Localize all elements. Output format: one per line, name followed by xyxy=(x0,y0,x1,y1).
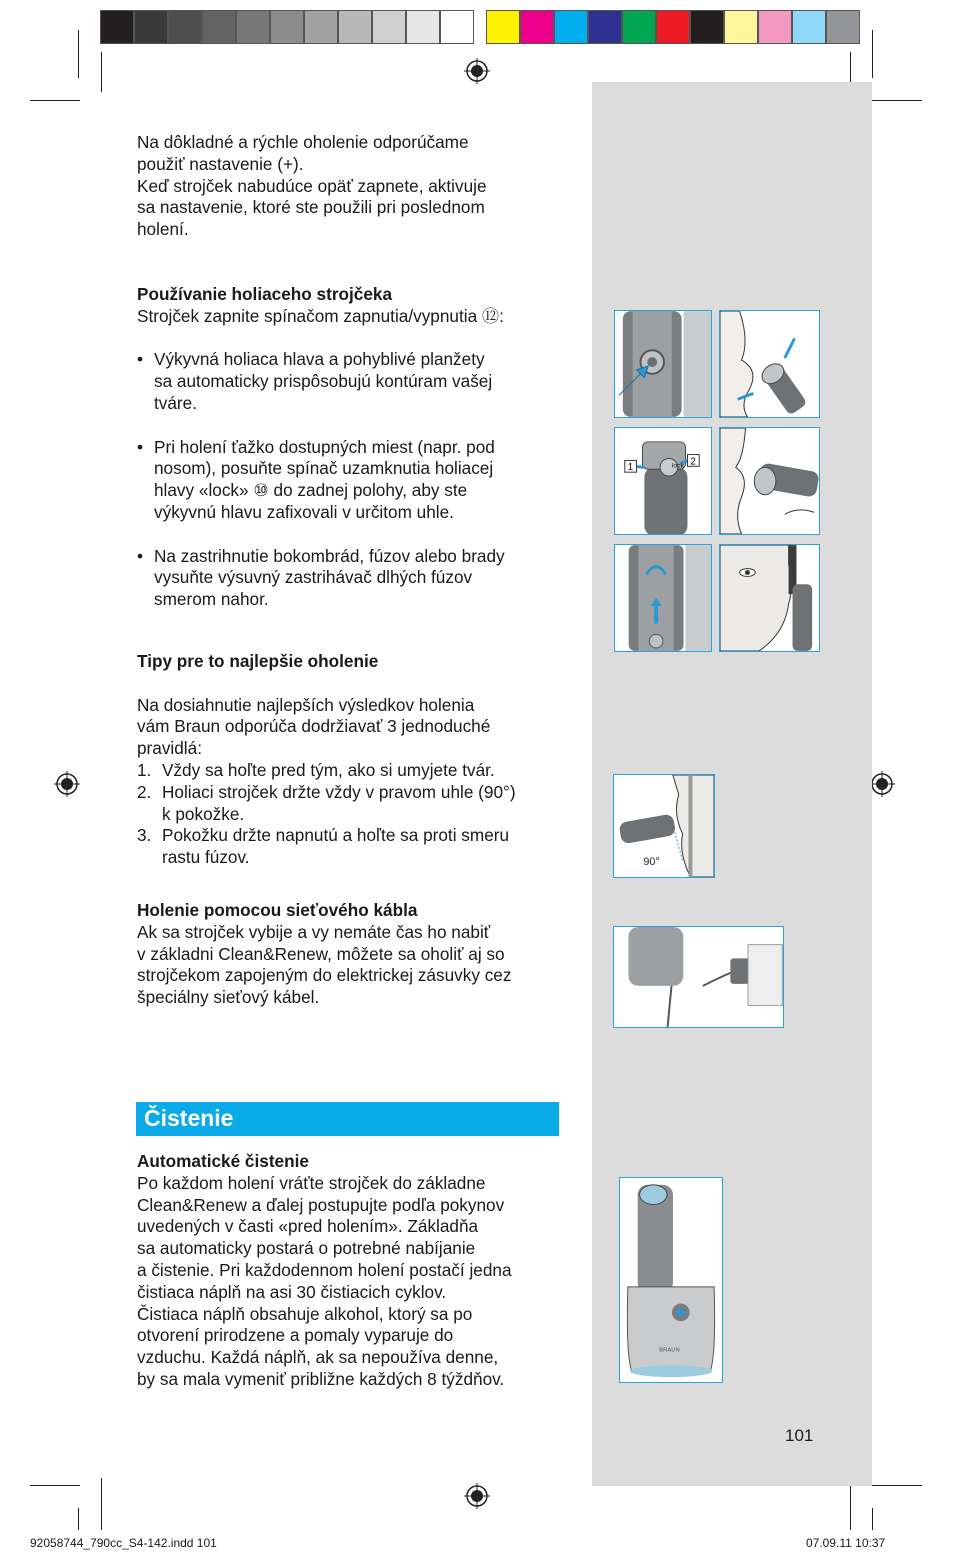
tips-intro-line: vám Braun odporúča dodržiavať 3 jednoduché xyxy=(137,716,491,737)
figure-power-switch xyxy=(614,310,712,418)
shaver-power-button-illustration xyxy=(615,311,711,417)
crop-mark xyxy=(872,1508,873,1530)
tips-item-number: 1. xyxy=(137,759,152,780)
tips-item-line: Holiaci strojček držte vždy v pravom uhle (90°) xyxy=(162,781,516,802)
cleaning-line: vzduchu. Každá náplň, ak sa nepoužíva denne, xyxy=(137,1347,499,1368)
usage-bullet xyxy=(137,437,562,524)
figure-lock-switch xyxy=(614,427,712,535)
tips-item-line: Vždy sa hoľte pred tým, ako si umyjete tvár. xyxy=(162,759,495,780)
clean-renew-station-illustration xyxy=(620,1178,722,1382)
color-swatch xyxy=(202,10,236,44)
under-nose-illustration xyxy=(720,428,819,534)
cleaning-line: Clean&Renew a ďalej postupujte podľa pokynov xyxy=(137,1194,505,1215)
bullet-line: • Pri holení ťažko dostupných miest (napr. pod xyxy=(154,436,495,457)
cleaning-line: otvorení prirodzene a pomaly vyparuje do xyxy=(137,1325,454,1346)
color-swatch xyxy=(236,10,270,44)
usage-bullet xyxy=(137,546,562,611)
color-swatch xyxy=(826,10,860,44)
crop-mark xyxy=(872,100,922,101)
cable-line: špeciálny sieťový kábel. xyxy=(137,987,320,1008)
color-swatch xyxy=(588,10,622,44)
intro-line: Keď strojček nabudúce opäť zapnete, aktivuje xyxy=(137,175,487,196)
power-cord-illustration xyxy=(614,927,783,1027)
registration-mark-icon xyxy=(869,771,895,797)
tips-item-number: 2. xyxy=(137,781,152,802)
bullet-line: • Výkyvná holiaca hlava a pohyblivé planžety xyxy=(154,349,485,370)
intro-line: Na dôkladné a rýchle oholenie odporúčame xyxy=(137,132,469,152)
crop-mark xyxy=(78,1508,79,1530)
tips-section xyxy=(137,651,562,869)
bullet-line: tváre. xyxy=(154,392,197,413)
color-swatch xyxy=(270,10,304,44)
section-title-bar xyxy=(136,1102,559,1136)
color-swatch xyxy=(168,10,202,44)
bullet-line: nosom), posuňte spínač uzamknutia holiacej xyxy=(154,458,494,479)
trimmer-slide-illustration xyxy=(615,545,711,651)
cleaning-line: Čistiaca náplň obsahuje alkohol, ktorý sa po xyxy=(137,1303,473,1324)
tips-item-line: rastu fúzov. xyxy=(162,847,250,868)
bullet-line: • Na zastrihnutie bokombrád, fúzov alebo brady xyxy=(154,545,505,566)
color-swatch xyxy=(406,10,440,44)
cable-line: v základni Clean&Renew, môžete sa oholiť aj so xyxy=(137,943,505,964)
bullet-line: hlavy «lock» ⑩ do zadnej polohy, aby ste xyxy=(154,480,468,501)
color-swatch xyxy=(656,10,690,44)
color-swatch xyxy=(690,10,724,44)
color-swatch xyxy=(792,10,826,44)
print-slug-date: 07.09.11 10:37 xyxy=(806,1536,886,1550)
cleaning-section xyxy=(137,1151,562,1391)
figure-pivoting-head xyxy=(719,310,820,418)
cable-heading: Holenie pomocou sieťového kábla xyxy=(137,900,418,920)
tips-intro-line: pravidlá: xyxy=(137,738,202,759)
color-swatch xyxy=(440,10,474,44)
print-slug-file: 92058744_790cc_S4-142.indd 101 xyxy=(30,1536,217,1550)
cable-line: Ak sa strojček vybije a vy nemáte čas ho nabiť xyxy=(137,921,491,942)
usage-bullet xyxy=(137,349,562,414)
registration-mark-icon xyxy=(464,58,490,84)
pivoting-head-illustration xyxy=(720,311,819,417)
crop-mark xyxy=(872,30,873,78)
tips-item-line: k pokožke. xyxy=(162,803,245,824)
cleaning-heading: Automatické čistenie xyxy=(137,1151,309,1171)
tips-item-line: Pokožku držte napnutú a hoľte sa proti smeru xyxy=(162,825,510,846)
registration-mark-icon xyxy=(54,771,80,797)
figure-sideburn-trim xyxy=(719,544,820,652)
figure-shaving-under-nose xyxy=(719,427,820,535)
cable-section xyxy=(137,900,562,1009)
intro-paragraph xyxy=(137,132,562,241)
angle-label: 90° xyxy=(643,856,660,869)
registration-mark-icon xyxy=(464,1483,490,1509)
cleaning-line: uvedených v časti «pred holením». Základňa xyxy=(137,1216,479,1237)
color-calibration-bar xyxy=(100,10,854,46)
lock-step-1-label: 1 xyxy=(627,462,634,474)
crop-mark xyxy=(30,1485,80,1486)
usage-section xyxy=(137,284,562,611)
lock-switch-illustration xyxy=(615,428,711,534)
tips-heading: Tipy pre to najlepšie oholenie xyxy=(137,651,379,671)
figure-90-degree-angle xyxy=(613,774,715,878)
cleaning-line: Po každom holení vráťte strojček do základne xyxy=(137,1172,486,1193)
cleaning-line: a čistenie. Pri každodennom holení postačí jedna xyxy=(137,1259,512,1280)
color-swatch xyxy=(622,10,656,44)
color-swatch xyxy=(486,10,520,44)
tips-item-number: 3. xyxy=(137,825,152,846)
cleaning-line: by sa mala vymeniť približne každých 8 týždňov. xyxy=(137,1368,505,1389)
bullet-line: smerom nahor. xyxy=(154,589,269,610)
crop-mark xyxy=(101,1478,102,1530)
color-swatch xyxy=(304,10,338,44)
lock-step-2-label: 2 xyxy=(690,456,696,468)
sideburn-illustration xyxy=(720,545,819,651)
color-swatch xyxy=(372,10,406,44)
brand-label: BRAUN xyxy=(659,1347,680,1354)
intro-line: holení. xyxy=(137,219,189,240)
tips-intro-line: Na dosiahnutie najlepších výsledkov holenia xyxy=(137,694,475,715)
section-title: Čistenie xyxy=(144,1105,234,1131)
tips-item xyxy=(137,760,562,782)
color-swatch xyxy=(520,10,554,44)
bullet-line: sa automaticky prispôsobujú kontúram vašej xyxy=(154,371,493,392)
crop-mark xyxy=(78,30,79,78)
color-swatch xyxy=(338,10,372,44)
color-swatch xyxy=(724,10,758,44)
tips-item xyxy=(137,825,562,869)
crop-mark xyxy=(30,100,80,101)
color-swatch xyxy=(758,10,792,44)
usage-heading: Používanie holiaceho strojčeka xyxy=(137,284,393,304)
bullet-line: vysuňte výsuvný zastrihávač dlhých fúzov xyxy=(154,567,473,588)
cable-line: strojčekom zapojeným do elektrickej zásuvky cez xyxy=(137,965,512,986)
figure-power-cord xyxy=(613,926,784,1028)
crop-mark xyxy=(101,52,102,92)
cleaning-line: čistiaca náplň na asi 30 čistiacich cyklov. xyxy=(137,1281,447,1302)
figure-long-hair-trimmer xyxy=(614,544,712,652)
figure-clean-renew-station xyxy=(619,1177,723,1383)
color-swatch xyxy=(134,10,168,44)
intro-line: použiť nastavenie (+). xyxy=(137,153,304,174)
usage-intro: Strojček zapnite spínačom zapnutia/vypnutia ⑫: xyxy=(137,305,504,326)
lock-label: lock xyxy=(671,462,684,470)
color-swatch xyxy=(100,10,134,44)
cleaning-line: sa automaticky postará o potrebné nabíjanie xyxy=(137,1238,476,1259)
right-angle-illustration xyxy=(614,775,714,877)
tips-item xyxy=(137,782,562,826)
page-number: 101 xyxy=(785,1426,814,1445)
bullet-line: výkyvnú hlavu zafixovali v určitom uhle. xyxy=(154,501,454,522)
intro-line: sa nastavenie, ktoré ste použili pri poslednom xyxy=(137,197,485,218)
crop-mark xyxy=(872,1485,922,1486)
color-swatch xyxy=(554,10,588,44)
